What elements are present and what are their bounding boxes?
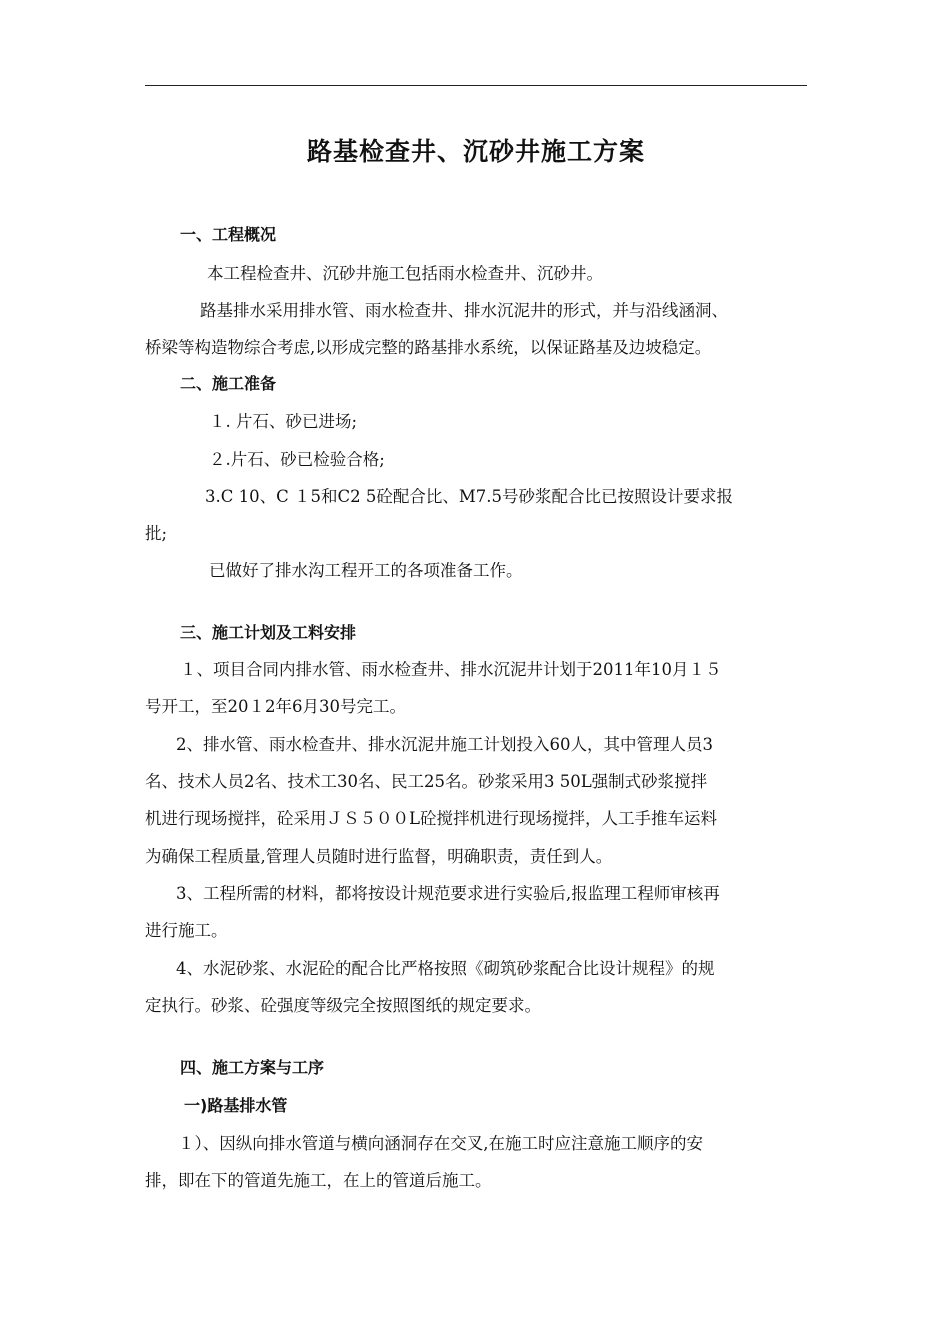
paragraph-line: 批;	[145, 524, 168, 543]
paragraph-line: 路基排水采用排水管、雨水检查井、排水沉泥井的形式，并与沿线涵洞、	[200, 301, 728, 320]
paragraph-line: 机进行现场搅拌，砼采用ＪＳ５００L砼搅拌机进行现场搅拌，人工手推车运料	[145, 809, 717, 828]
paragraph-line: 3、工程所需的材料，都将按设计规范要求进行实验后,报监理工程师审核再	[176, 884, 720, 903]
subsection-heading-drain-pipe: 一)路基排水管	[184, 1096, 288, 1115]
paragraph-line: 为确保工程质量,管理人员随时进行监督，明确职责，责任到人。	[145, 847, 613, 866]
list-item: ２.片石、砂已检验合格;	[209, 450, 385, 469]
paragraph-line: 名、技术人员2名、技术工30名、民工25名。砂浆采用3 50L强制式砂浆搅拌	[145, 772, 708, 791]
section-heading-plan: 三、施工计划及工料安排	[180, 623, 357, 642]
paragraph-line: 4、水泥砂浆、水泥砼的配合比严格按照《砌筑砂浆配合比设计规程》的规	[176, 959, 715, 978]
header-rule	[145, 85, 807, 86]
paragraph-line: 桥梁等构造物综合考虑,以形成完整的路基排水系统，以保证路基及边坡稳定。	[145, 338, 712, 357]
paragraph-line: 本工程检查井、沉砂井施工包括雨水检查井、沉砂井。	[207, 264, 603, 283]
section-heading-overview: 一、工程概况	[180, 225, 277, 244]
paragraph-line: 号开工，至20１2年6月30号完工。	[145, 697, 406, 716]
paragraph-line: 定执行。砂浆、砼强度等级完全按照图纸的规定要求。	[145, 996, 541, 1015]
paragraph-line: １、项目合同内排水管、雨水检查井、排水沉泥井计划于2011年10月１５	[180, 660, 722, 679]
document-title: 路基检查井、沉砂井施工方案	[306, 137, 645, 166]
paragraph-line: 2、排水管、雨水检查井、排水沉泥井施工计划投入60人，其中管理人员3	[176, 735, 713, 754]
paragraph-line: １）、因纵向排水管道与横向涵洞存在交叉,在施工时应注意施工顺序的安	[178, 1134, 703, 1153]
paragraph-line: 已做好了排水沟工程开工的各项准备工作。	[209, 561, 523, 580]
section-heading-method: 四、施工方案与工序	[180, 1058, 325, 1077]
paragraph-line: 排，即在下的管道先施工，在上的管道后施工。	[145, 1171, 492, 1190]
section-heading-preparation: 二、施工准备	[180, 374, 277, 393]
paragraph-line: 进行施工。	[145, 921, 228, 940]
list-item: １. 片石、砂已进场;	[209, 412, 358, 431]
list-item: 3.C 10、C １5和C2 5砼配合比、M7.5号砂浆配合比已按照设计要求报	[205, 487, 733, 506]
